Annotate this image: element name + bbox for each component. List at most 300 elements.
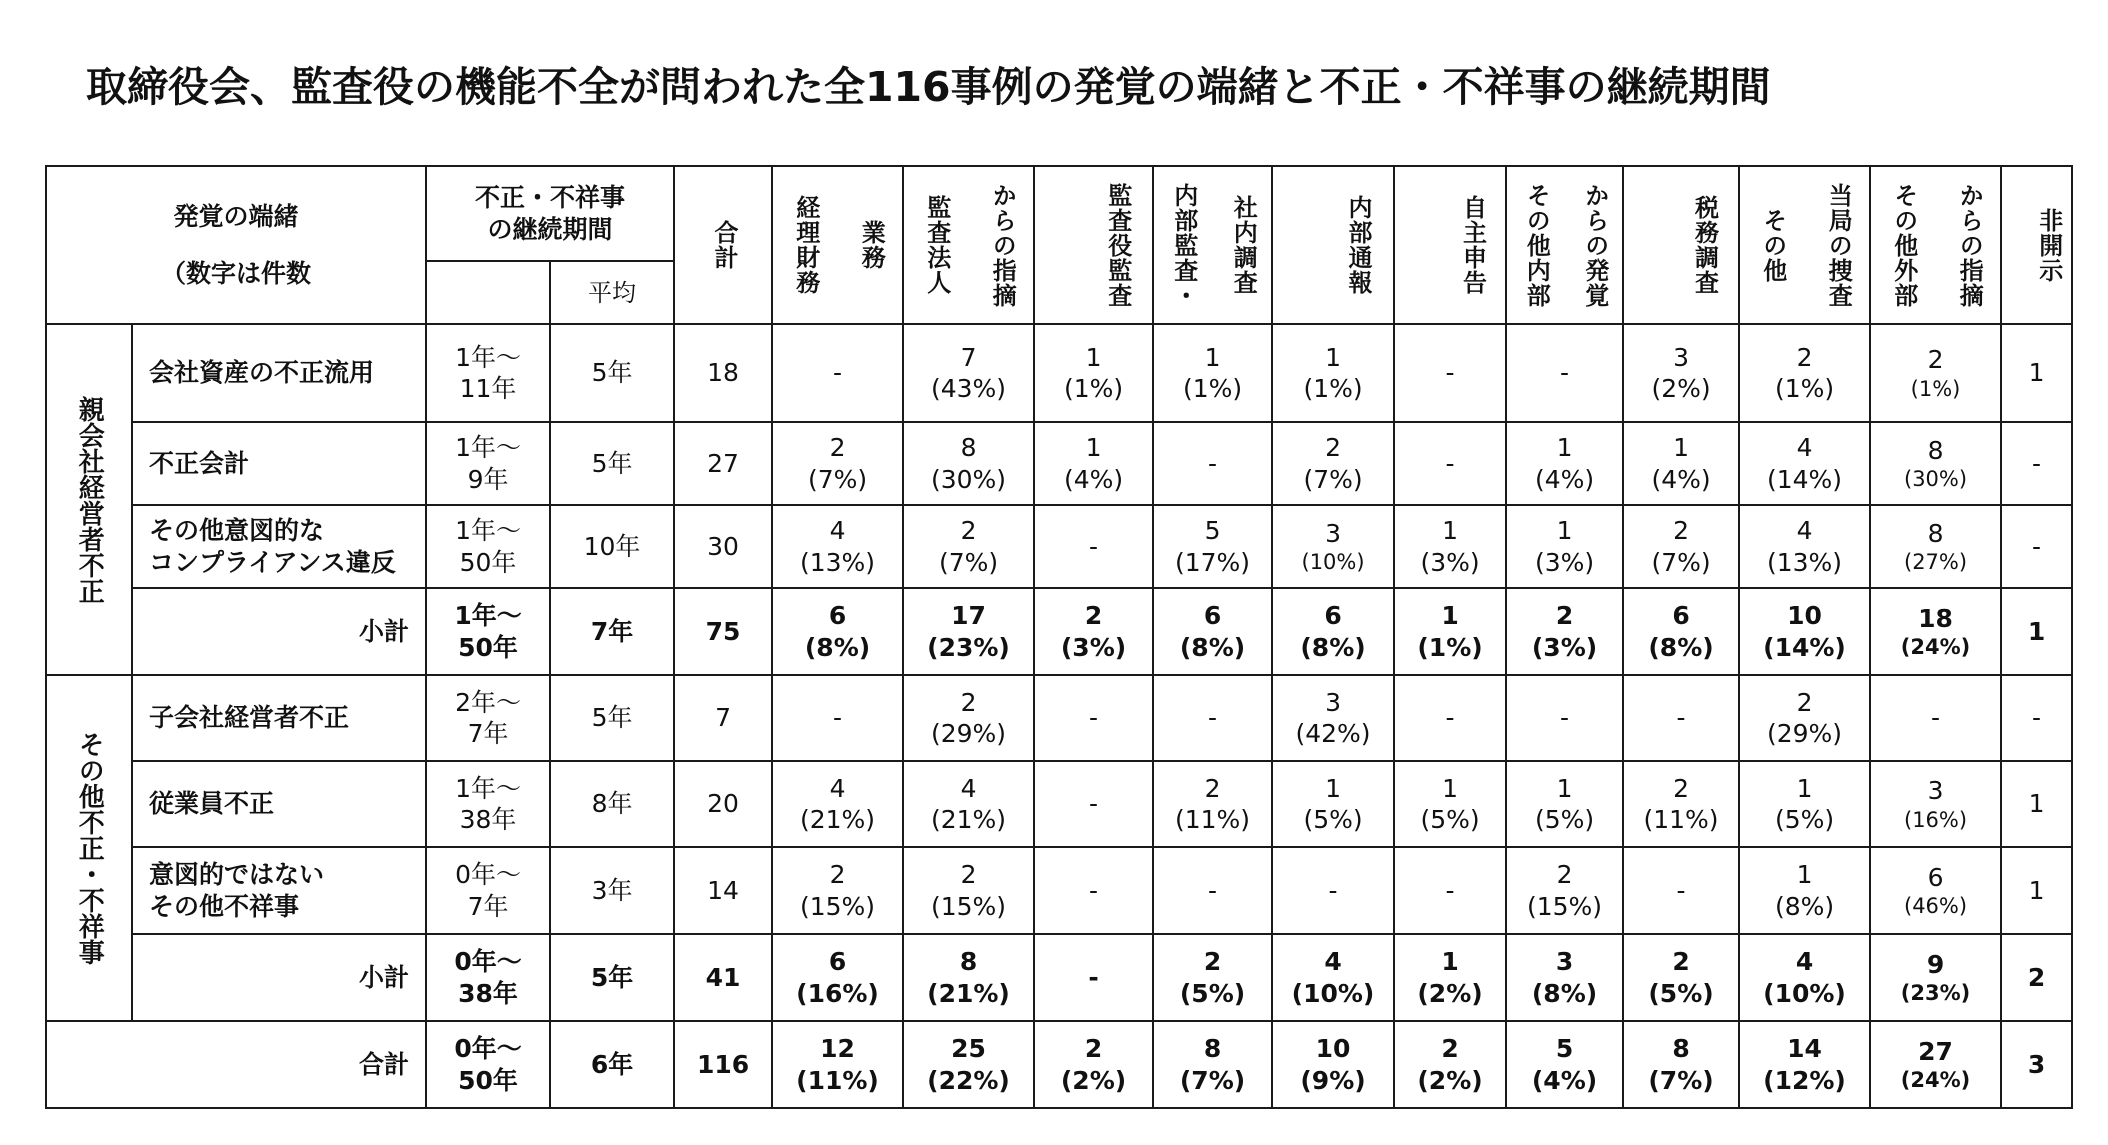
count-value: -: [1089, 703, 1099, 733]
duration-to: 7年: [467, 891, 509, 921]
row-label: 不正会計: [149, 448, 250, 478]
row-label: 会社資産の不正流用: [149, 358, 375, 388]
count-value: 8: [1927, 518, 1944, 548]
count-value: 4: [1796, 433, 1813, 463]
count-value: 2: [1927, 345, 1944, 375]
count-value: 7: [960, 342, 977, 372]
count-cell: [772, 675, 903, 761]
row-label-cell: [132, 761, 426, 847]
percent-value: (43%): [930, 374, 1007, 403]
col-header-6: その他内部 からの発覚: [1506, 166, 1623, 324]
count-value: 2: [1796, 687, 1813, 717]
percent-value: (4%): [1063, 464, 1124, 494]
count-value: 2: [829, 433, 846, 463]
count-cell: [903, 588, 1034, 675]
duration-to: 38年: [459, 805, 517, 834]
count-cell: [1153, 324, 1272, 422]
count-value: 1: [1796, 860, 1813, 890]
count-cell: [1153, 934, 1272, 1021]
average-value: 6年: [590, 1049, 634, 1079]
row-label-cell: [132, 324, 426, 422]
average-value: 10年: [583, 531, 641, 561]
col-header-9: その他外部 からの指摘: [1870, 166, 2001, 324]
count-value: 1: [2027, 616, 2046, 646]
average-value: 5年: [590, 962, 634, 992]
count-cell: [1506, 847, 1623, 934]
count-cell: [1153, 761, 1272, 847]
count-value: 2: [829, 860, 846, 890]
percent-value: (3%): [1420, 547, 1480, 577]
count-value: 2: [1325, 433, 1341, 463]
total-cell: [674, 847, 772, 934]
percent-value: (7%): [1648, 1065, 1714, 1095]
count-value: 8: [959, 947, 978, 977]
count-cell: [2001, 847, 2072, 934]
count-cell: [1272, 934, 1394, 1021]
total-value: 7: [715, 703, 731, 733]
average-cell: [550, 934, 674, 1021]
count-cell: [1153, 422, 1272, 505]
count-cell: [1870, 934, 2001, 1021]
percent-value: (5%): [1534, 805, 1595, 834]
duration-from: 1年～: [455, 342, 521, 372]
percent-value: (30%): [930, 464, 1007, 494]
count-value: -: [1445, 448, 1455, 478]
row-label: 子会社経営者不正: [149, 703, 350, 733]
percent-value: (7%): [1179, 1065, 1246, 1095]
count-value: 2: [1673, 773, 1689, 803]
average-cell: [550, 847, 674, 934]
count-cell: [1394, 1021, 1506, 1108]
total-value: 75: [705, 616, 741, 646]
duration-from: 1年～: [455, 433, 521, 463]
count-value: 6: [828, 601, 847, 631]
count-value: 27: [1918, 1036, 1953, 1066]
percent-value: (23%): [1900, 981, 1971, 1005]
percent-value: (8%): [1531, 978, 1598, 1008]
duration-to: 9年: [467, 464, 509, 494]
count-cell: [2001, 675, 2072, 761]
count-value: -: [833, 703, 843, 733]
count-value: 1: [1325, 773, 1341, 803]
col-header-5: 自主申告: [1394, 166, 1506, 324]
percent-value: (1%): [1774, 374, 1835, 403]
row-label-cell: [132, 675, 426, 761]
count-value: -: [2032, 531, 2042, 561]
count-cell: [2001, 505, 2072, 588]
count-value: 2: [960, 860, 977, 890]
count-value: -: [1931, 703, 1941, 733]
count-value: 10: [1315, 1034, 1351, 1064]
count-cell: [1034, 422, 1153, 505]
percent-value: (7%): [807, 464, 868, 494]
percent-value: (5%): [1420, 805, 1480, 834]
duration-range-cell: [426, 505, 550, 588]
count-value: 1: [1673, 433, 1689, 463]
percent-value: (5%): [1303, 805, 1363, 834]
count-value: 10: [1787, 601, 1822, 631]
total-value: 41: [705, 962, 741, 992]
duration-from: 2年～: [455, 687, 521, 717]
percent-value: (2%): [1060, 1065, 1127, 1095]
table-body: [46, 166, 2072, 324]
percent-value: (7%): [1651, 547, 1711, 577]
count-value: 2: [1673, 516, 1689, 546]
count-value: -: [1089, 875, 1099, 905]
count-cell: [2001, 422, 2072, 505]
count-value: 6: [1672, 601, 1690, 631]
count-value: 3: [2027, 1049, 2046, 1079]
duration-range-blank: [426, 261, 550, 324]
count-value: 2: [1672, 947, 1690, 977]
count-cell: [1394, 761, 1506, 847]
percent-value: (15%): [1526, 891, 1603, 921]
count-cell: [1870, 675, 2001, 761]
percent-value: (3%): [1531, 632, 1598, 662]
count-value: -: [2032, 703, 2042, 733]
percent-value: (1%): [1182, 374, 1243, 403]
count-value: 2: [1084, 601, 1103, 631]
total-value: 30: [707, 531, 739, 561]
duration-from: 1年～: [455, 516, 521, 546]
count-value: 1: [2028, 789, 2045, 819]
duration-label-1: 不正・不祥事: [475, 183, 626, 213]
percent-value: (8%): [1774, 891, 1835, 921]
count-value: -: [1328, 875, 1338, 905]
count-value: 25: [951, 1034, 986, 1064]
row-label-cell: [132, 847, 426, 934]
count-cell: [1739, 847, 1870, 934]
count-value: 5: [1555, 1034, 1574, 1064]
count-value: 2: [2027, 962, 2046, 992]
count-cell: [1739, 934, 1870, 1021]
count-cell: [1623, 324, 1739, 422]
count-cell: [1506, 934, 1623, 1021]
count-cell: [1506, 422, 1623, 505]
average-header-cell: [550, 261, 674, 324]
table-row: [46, 761, 2072, 847]
duration-from: 0年～: [455, 860, 521, 890]
percent-value: (22%): [927, 1065, 1010, 1095]
percent-value: (9%): [1300, 1065, 1366, 1095]
group-label: 親会社経営者不正: [74, 395, 105, 604]
percent-value: (15%): [799, 891, 876, 921]
count-cell: [1394, 422, 1506, 505]
count-cell: [2001, 324, 2072, 422]
count-cell: [1272, 505, 1394, 588]
count-cell: [1870, 422, 2001, 505]
count-value: 2: [1555, 601, 1574, 631]
count-cell: [1272, 675, 1394, 761]
percent-value: (13%): [799, 547, 876, 577]
count-value: 3: [1673, 342, 1689, 372]
average-cell: [550, 1021, 674, 1108]
average-value: 3年: [591, 875, 633, 905]
grand-total-label: 合計: [359, 1049, 410, 1079]
percent-value: (16%): [1904, 807, 1968, 832]
count-cell: [1739, 422, 1870, 505]
count-value: 2: [1203, 947, 1222, 977]
percent-value: (21%): [927, 978, 1010, 1008]
average-value: 5年: [591, 448, 633, 478]
count-cell: [1870, 505, 2001, 588]
data-rows: [46, 324, 2072, 1108]
percent-value: (10%): [1763, 978, 1846, 1008]
count-value: -: [1676, 703, 1686, 733]
count-value: -: [2032, 448, 2042, 478]
count-value: 9: [1926, 949, 1945, 979]
row-label: 意図的ではない: [149, 860, 325, 890]
count-value: 2: [960, 516, 977, 546]
count-cell: [1153, 505, 1272, 588]
duration-header-cell: [426, 166, 674, 261]
count-cell: [1272, 422, 1394, 505]
percent-value: (29%): [930, 719, 1007, 748]
count-cell: [1870, 1021, 2001, 1108]
count-value: 17: [951, 601, 986, 631]
count-cell: [903, 847, 1034, 934]
count-value: 8: [1672, 1034, 1690, 1064]
percent-value: (11%): [1174, 805, 1251, 834]
count-value: 2: [1441, 1034, 1459, 1064]
duration-range-cell: [426, 588, 550, 675]
count-cell: [1623, 761, 1739, 847]
percent-value: (21%): [799, 805, 876, 834]
duration-from: 0年～: [454, 947, 522, 977]
table-row: [46, 324, 2072, 422]
subtotal-row: [46, 588, 2072, 675]
average-value: 5年: [591, 358, 633, 388]
count-cell: [772, 324, 903, 422]
count-cell: [1739, 588, 1870, 675]
count-value: 1: [1556, 516, 1573, 546]
duration-range-cell: [426, 1021, 550, 1108]
count-cell: [903, 761, 1034, 847]
count-cell: [1870, 324, 2001, 422]
count-value: 4: [829, 773, 846, 803]
average-label: 平均: [588, 278, 637, 307]
duration-from: 1年～: [455, 773, 521, 803]
group-label-cell: [46, 324, 132, 675]
count-value: 2: [1796, 342, 1813, 372]
percent-value: (21%): [930, 805, 1007, 834]
total-cell: [674, 324, 772, 422]
percent-value: (14%): [1766, 464, 1843, 494]
count-cell: [1623, 934, 1739, 1021]
count-value: 8: [960, 433, 977, 463]
percent-value: (4%): [1534, 464, 1595, 494]
row-label-2: その他不祥事: [149, 891, 300, 921]
count-value: 5: [1204, 516, 1221, 546]
total-cell: [674, 761, 772, 847]
subtotal-label-cell: [132, 588, 426, 675]
count-cell: [1034, 1021, 1153, 1108]
count-value: 1: [1442, 773, 1458, 803]
count-cell: [1153, 588, 1272, 675]
grand-total-label-cell: [46, 1021, 426, 1108]
count-value: 1: [1442, 516, 1458, 546]
total-cell: [674, 422, 772, 505]
table-row: [46, 847, 2072, 934]
count-value: 1: [2028, 875, 2045, 905]
count-value: 3: [1927, 776, 1944, 806]
count-cell: [1870, 588, 2001, 675]
table-row: [46, 675, 2072, 761]
count-cell: [1034, 761, 1153, 847]
percent-value: (10%): [1291, 978, 1375, 1008]
count-cell: [1506, 761, 1623, 847]
origin-label: 発覚の端緒: [173, 201, 299, 231]
count-value: -: [1676, 875, 1686, 905]
col-header-10: 非開示: [2001, 166, 2072, 324]
count-cell: [1272, 588, 1394, 675]
total-cell: [674, 675, 772, 761]
col-header-1: 監査法人 からの指摘: [903, 166, 1034, 324]
count-value: 1: [1441, 947, 1459, 977]
total-value: 14: [707, 875, 739, 905]
duration-from: 1年～: [454, 601, 522, 631]
origin-header-cell: [46, 166, 426, 324]
duration-to: 50年: [458, 1065, 518, 1095]
count-cell: [1394, 505, 1506, 588]
count-cell: [1739, 324, 1870, 422]
count-value: -: [1560, 703, 1570, 733]
origin-note: （数字は件数: [161, 259, 312, 288]
subtotal-label-cell: [132, 934, 426, 1021]
count-cell: [1623, 422, 1739, 505]
percent-value: (4%): [1651, 464, 1711, 494]
percent-value: (1%): [1910, 376, 1961, 401]
count-value: 3: [1325, 687, 1341, 717]
percent-value: (4%): [1531, 1065, 1598, 1095]
count-cell: [1034, 847, 1153, 934]
percent-value: (8%): [1300, 632, 1366, 662]
percent-value: (13%): [1766, 547, 1843, 577]
count-cell: [1870, 847, 2001, 934]
subtotal-label: 小計: [359, 962, 410, 992]
count-value: 12: [820, 1034, 855, 1064]
count-cell: [1153, 847, 1272, 934]
average-cell: [550, 675, 674, 761]
duration-range-cell: [426, 324, 550, 422]
duration-range-cell: [426, 934, 550, 1021]
count-cell: [772, 1021, 903, 1108]
percent-value: (16%): [796, 978, 879, 1008]
count-cell: [2001, 588, 2072, 675]
count-cell: [1623, 588, 1739, 675]
count-cell: [1272, 847, 1394, 934]
count-value: 4: [1796, 516, 1813, 546]
percent-value: (3%): [1534, 547, 1595, 577]
duration-range-cell: [426, 761, 550, 847]
col-header-3: 内部監査・ 社内調査: [1153, 166, 1272, 324]
total-header-label: 合計: [709, 220, 738, 270]
duration-from: 0年～: [454, 1034, 522, 1064]
average-cell: [550, 505, 674, 588]
average-cell: [550, 324, 674, 422]
count-cell: [1034, 934, 1153, 1021]
count-cell: [1623, 847, 1739, 934]
percent-value: (27%): [1904, 550, 1968, 574]
count-cell: [903, 324, 1034, 422]
count-cell: [772, 588, 903, 675]
percent-value: (30%): [1904, 467, 1968, 491]
count-value: 2: [1556, 860, 1573, 890]
count-cell: [1739, 675, 1870, 761]
total-cell: [674, 588, 772, 675]
percent-value: (8%): [1648, 632, 1714, 662]
count-value: -: [1088, 962, 1099, 992]
total-value: 27: [707, 448, 739, 478]
count-cell: [903, 934, 1034, 1021]
count-cell: [1623, 505, 1739, 588]
percent-value: (14%): [1763, 632, 1846, 662]
count-value: 4: [960, 773, 977, 803]
percent-value: (1%): [1063, 374, 1124, 403]
percent-value: (12%): [1763, 1065, 1846, 1095]
duration-to: 11年: [459, 374, 517, 403]
count-cell: [1506, 588, 1623, 675]
average-value: 7年: [590, 616, 634, 646]
count-value: 4: [829, 516, 846, 546]
count-value: 1: [1441, 601, 1459, 631]
count-value: 14: [1787, 1034, 1822, 1064]
count-value: -: [1208, 875, 1218, 905]
count-cell: [1034, 505, 1153, 588]
average-cell: [550, 422, 674, 505]
count-cell: [1623, 1021, 1739, 1108]
duration-to: 50年: [458, 632, 518, 662]
count-cell: [1034, 324, 1153, 422]
count-value: -: [1089, 531, 1099, 561]
count-value: 18: [1918, 603, 1953, 633]
count-value: -: [1208, 703, 1218, 733]
count-cell: [903, 505, 1034, 588]
count-cell: [772, 847, 903, 934]
count-value: -: [1560, 358, 1570, 388]
count-value: 2: [1204, 773, 1221, 803]
count-cell: [903, 1021, 1034, 1108]
duration-range-cell: [426, 675, 550, 761]
count-cell: [772, 505, 903, 588]
table-row: [46, 505, 2072, 588]
count-cell: [1153, 675, 1272, 761]
duration-to: 38年: [458, 978, 518, 1008]
count-cell: [1739, 505, 1870, 588]
col-header-4: 内部通報: [1272, 166, 1394, 324]
summary-table: [45, 165, 2073, 1109]
percent-value: (8%): [1179, 632, 1246, 662]
count-cell: [903, 422, 1034, 505]
count-value: 3: [1325, 518, 1341, 548]
count-value: 1: [1796, 773, 1813, 803]
count-value: 2: [1084, 1034, 1103, 1064]
count-value: -: [1445, 703, 1455, 733]
percent-value: (42%): [1295, 719, 1371, 748]
row-label-cell: [132, 505, 426, 588]
group-label: その他不正・不祥事: [74, 731, 105, 965]
count-value: 1: [1325, 342, 1341, 372]
total-cell: [674, 1021, 772, 1108]
average-cell: [550, 588, 674, 675]
count-cell: [1272, 1021, 1394, 1108]
percent-value: (5%): [1774, 805, 1835, 834]
count-cell: [1623, 675, 1739, 761]
count-value: -: [1208, 448, 1218, 478]
percent-value: (5%): [1648, 978, 1714, 1008]
count-cell: [1506, 324, 1623, 422]
percent-value: (1%): [1417, 632, 1483, 662]
